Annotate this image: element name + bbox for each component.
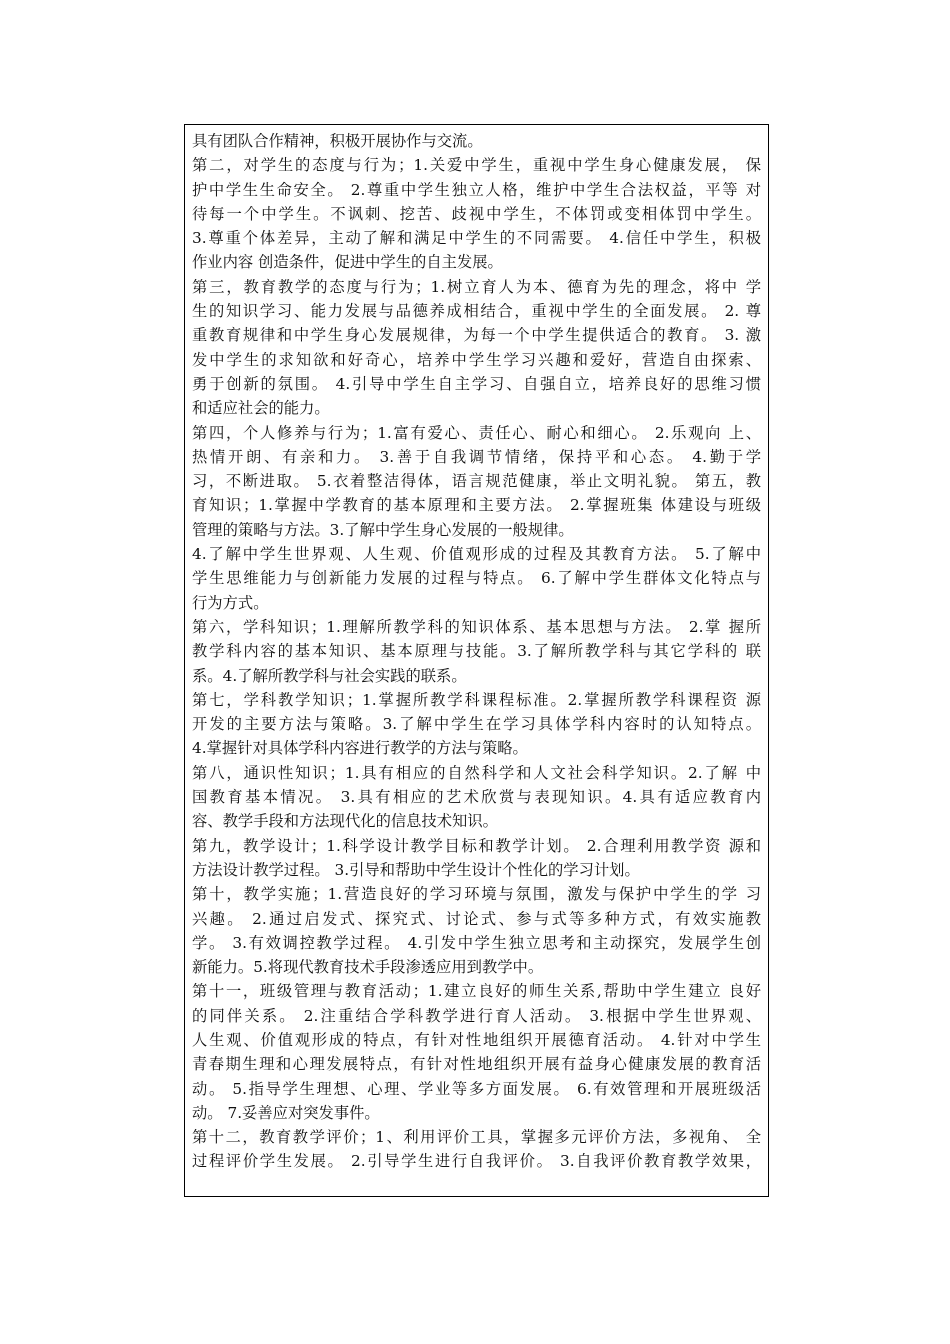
text-line: 作业内容 创造条件，促进中学生的自主发展。 — [192, 253, 503, 272]
text-line: 第六，学科知识；1.理解所教学科的知识体系、基本思想与方法。 2.掌 握所 — [192, 617, 761, 636]
text-line: 发中学生的求知欲和好奇心，培养中学生学习兴趣和爱好，营造自由探索、 — [192, 350, 761, 369]
text-line: 重教育规律和中学生身心发展规律，为每一个中学生提供适合的教育。 3. 激 — [192, 326, 761, 345]
document-table-cell — [184, 124, 769, 1197]
text-line: 第四，个人修养与行为；1.富有爱心、责任心、耐心和细心。 2.乐观向 上、 — [192, 423, 761, 442]
text-line: 4.掌握针对具体学科内容进行教学的方法与策略。 — [192, 739, 528, 758]
text-line: 第九，教学设计；1.科学设计教学目标和教学计划。 2.合理利用教学资 源和 — [192, 836, 761, 855]
text-line: 和适应社会的能力。 — [192, 399, 330, 418]
text-line: 管理的策略与方法。3.了解中学生身心发展的一般规律。 — [192, 520, 574, 539]
text-line: 行为方式。 — [192, 593, 269, 612]
text-line: 4.了解中学生世界观、人生观、价值观形成的过程及其教育方法。 5.了解中 — [192, 545, 761, 564]
text-line: 过程评价学生发展。 2.引导学生进行自我评价。 3.自我评价教育教学效果， — [192, 1152, 761, 1171]
text-line: 具有团队合作精神，积极开展协作与交流。 — [192, 132, 483, 150]
text-line: 动。 7.妥善应对突发事件。 — [192, 1103, 380, 1122]
text-line: 人生观、价值观形成的特点，有针对性地组织开展德育活动。 4.针对中学生 — [192, 1030, 761, 1049]
text-line: 学生思维能力与创新能力发展的过程与特点。 6.了解中学生群体文化特点与 — [192, 569, 761, 588]
text-line: 生的知识学习、能力发展与品德养成相结合，重视中学生的全面发展。 2. 尊 — [192, 302, 761, 321]
text-line: 护中学生生命安全。 2.尊重中学生独立人格，维护中学生合法权益，平等 对 — [192, 180, 761, 199]
text-line: 习，不断进取。 5.衣着整洁得体，语言规范健康，举止文明礼貌。 第五，教 — [192, 472, 761, 491]
text-line: 动。 5.指导学生理想、心理、学业等多方面发展。 6.有效管理和开展班级活 — [192, 1079, 761, 1098]
text-line: 方法设计教学过程。 3.引导和帮助中学生设计个性化的学习计划。 — [192, 860, 640, 879]
text-line: 第七，学科教学知识；1.掌握所教学科课程标准。2.掌握所教学科课程资 源 — [192, 690, 761, 709]
text-line: 勇于创新的氛围。 4.引导中学生自主学习、自强自立，培养良好的思维习惯 — [192, 374, 761, 393]
text-line: 容、教学手段和方法现代化的信息技术知识。 — [192, 812, 498, 831]
text-line: 青春期生理和心理发展特点，有针对性地组织开展有益身心健康发展的教育活 — [192, 1055, 761, 1074]
text-line: 系。4.了解所教学科与社会实践的联系。 — [192, 666, 467, 685]
text-line: 第十一，班级管理与教育活动；1.建立良好的师生关系,帮助中学生建立 良好 — [192, 982, 761, 1001]
text-line: 国教育基本情况。 3.具有相应的艺术欣赏与表现知识。4.具有适应教育内 — [192, 788, 761, 807]
text-line: 的同伴关系。 2.注重结合学科教学进行育人活动。 3.根据中学生世界观、 — [192, 1006, 761, 1025]
text-line: 教学科内容的基本知识、基本原理与技能。3.了解所教学科与其它学科的 联 — [192, 642, 761, 661]
text-line: 第八，通识性知识；1.具有相应的自然科学和人文社会科学知识。2.了解 中 — [192, 763, 761, 782]
text-line: 待每一个中学生。不讽刺、挖苦、歧视中学生，不体罚或变相体罚中学生。 — [192, 204, 761, 223]
text-line: 学。 3.有效调控教学过程。 4.引发中学生独立思考和主动探究，发展学生创 — [192, 933, 761, 952]
text-line: 第十，教学实施；1.营造良好的学习环境与氛围，激发与保护中学生的学 习 — [192, 885, 761, 904]
text-line: 兴趣。 2.通过启发式、探究式、讨论式、参与式等多种方式，有效实施教 — [192, 909, 761, 928]
text-line: 第三，教育教学的态度与行为；1.树立育人为本、德育为先的理念，将中 学 — [192, 277, 761, 296]
text-line: 新能力。5.将现代教育技术手段渗透应用到教学中。 — [192, 958, 544, 977]
text-line: 育知识；1.掌握中学教育的基本原理和主要方法。 2.掌握班集 体建设与班级 — [192, 496, 761, 515]
text-line: 开发的主要方法与策略。3.了解中学生在学习具体学科内容时的认知特点。 — [192, 715, 761, 734]
text-line: 第二，对学生的态度与行为；1.关爱中学生，重视中学生身心健康发展， 保 — [192, 156, 761, 175]
text-line: 3.尊重个体差异，主动了解和满足中学生的不同需要。 4.信任中学生，积极 — [192, 229, 761, 248]
text-line: 热情开朗、有亲和力。 3.善于自我调节情绪，保持平和心态。 4.勤于学 — [192, 447, 761, 466]
text-line: 第十二，教育教学评价；1、利用评价工具，掌握多元评价方法，多视角、 全 — [192, 1128, 761, 1147]
